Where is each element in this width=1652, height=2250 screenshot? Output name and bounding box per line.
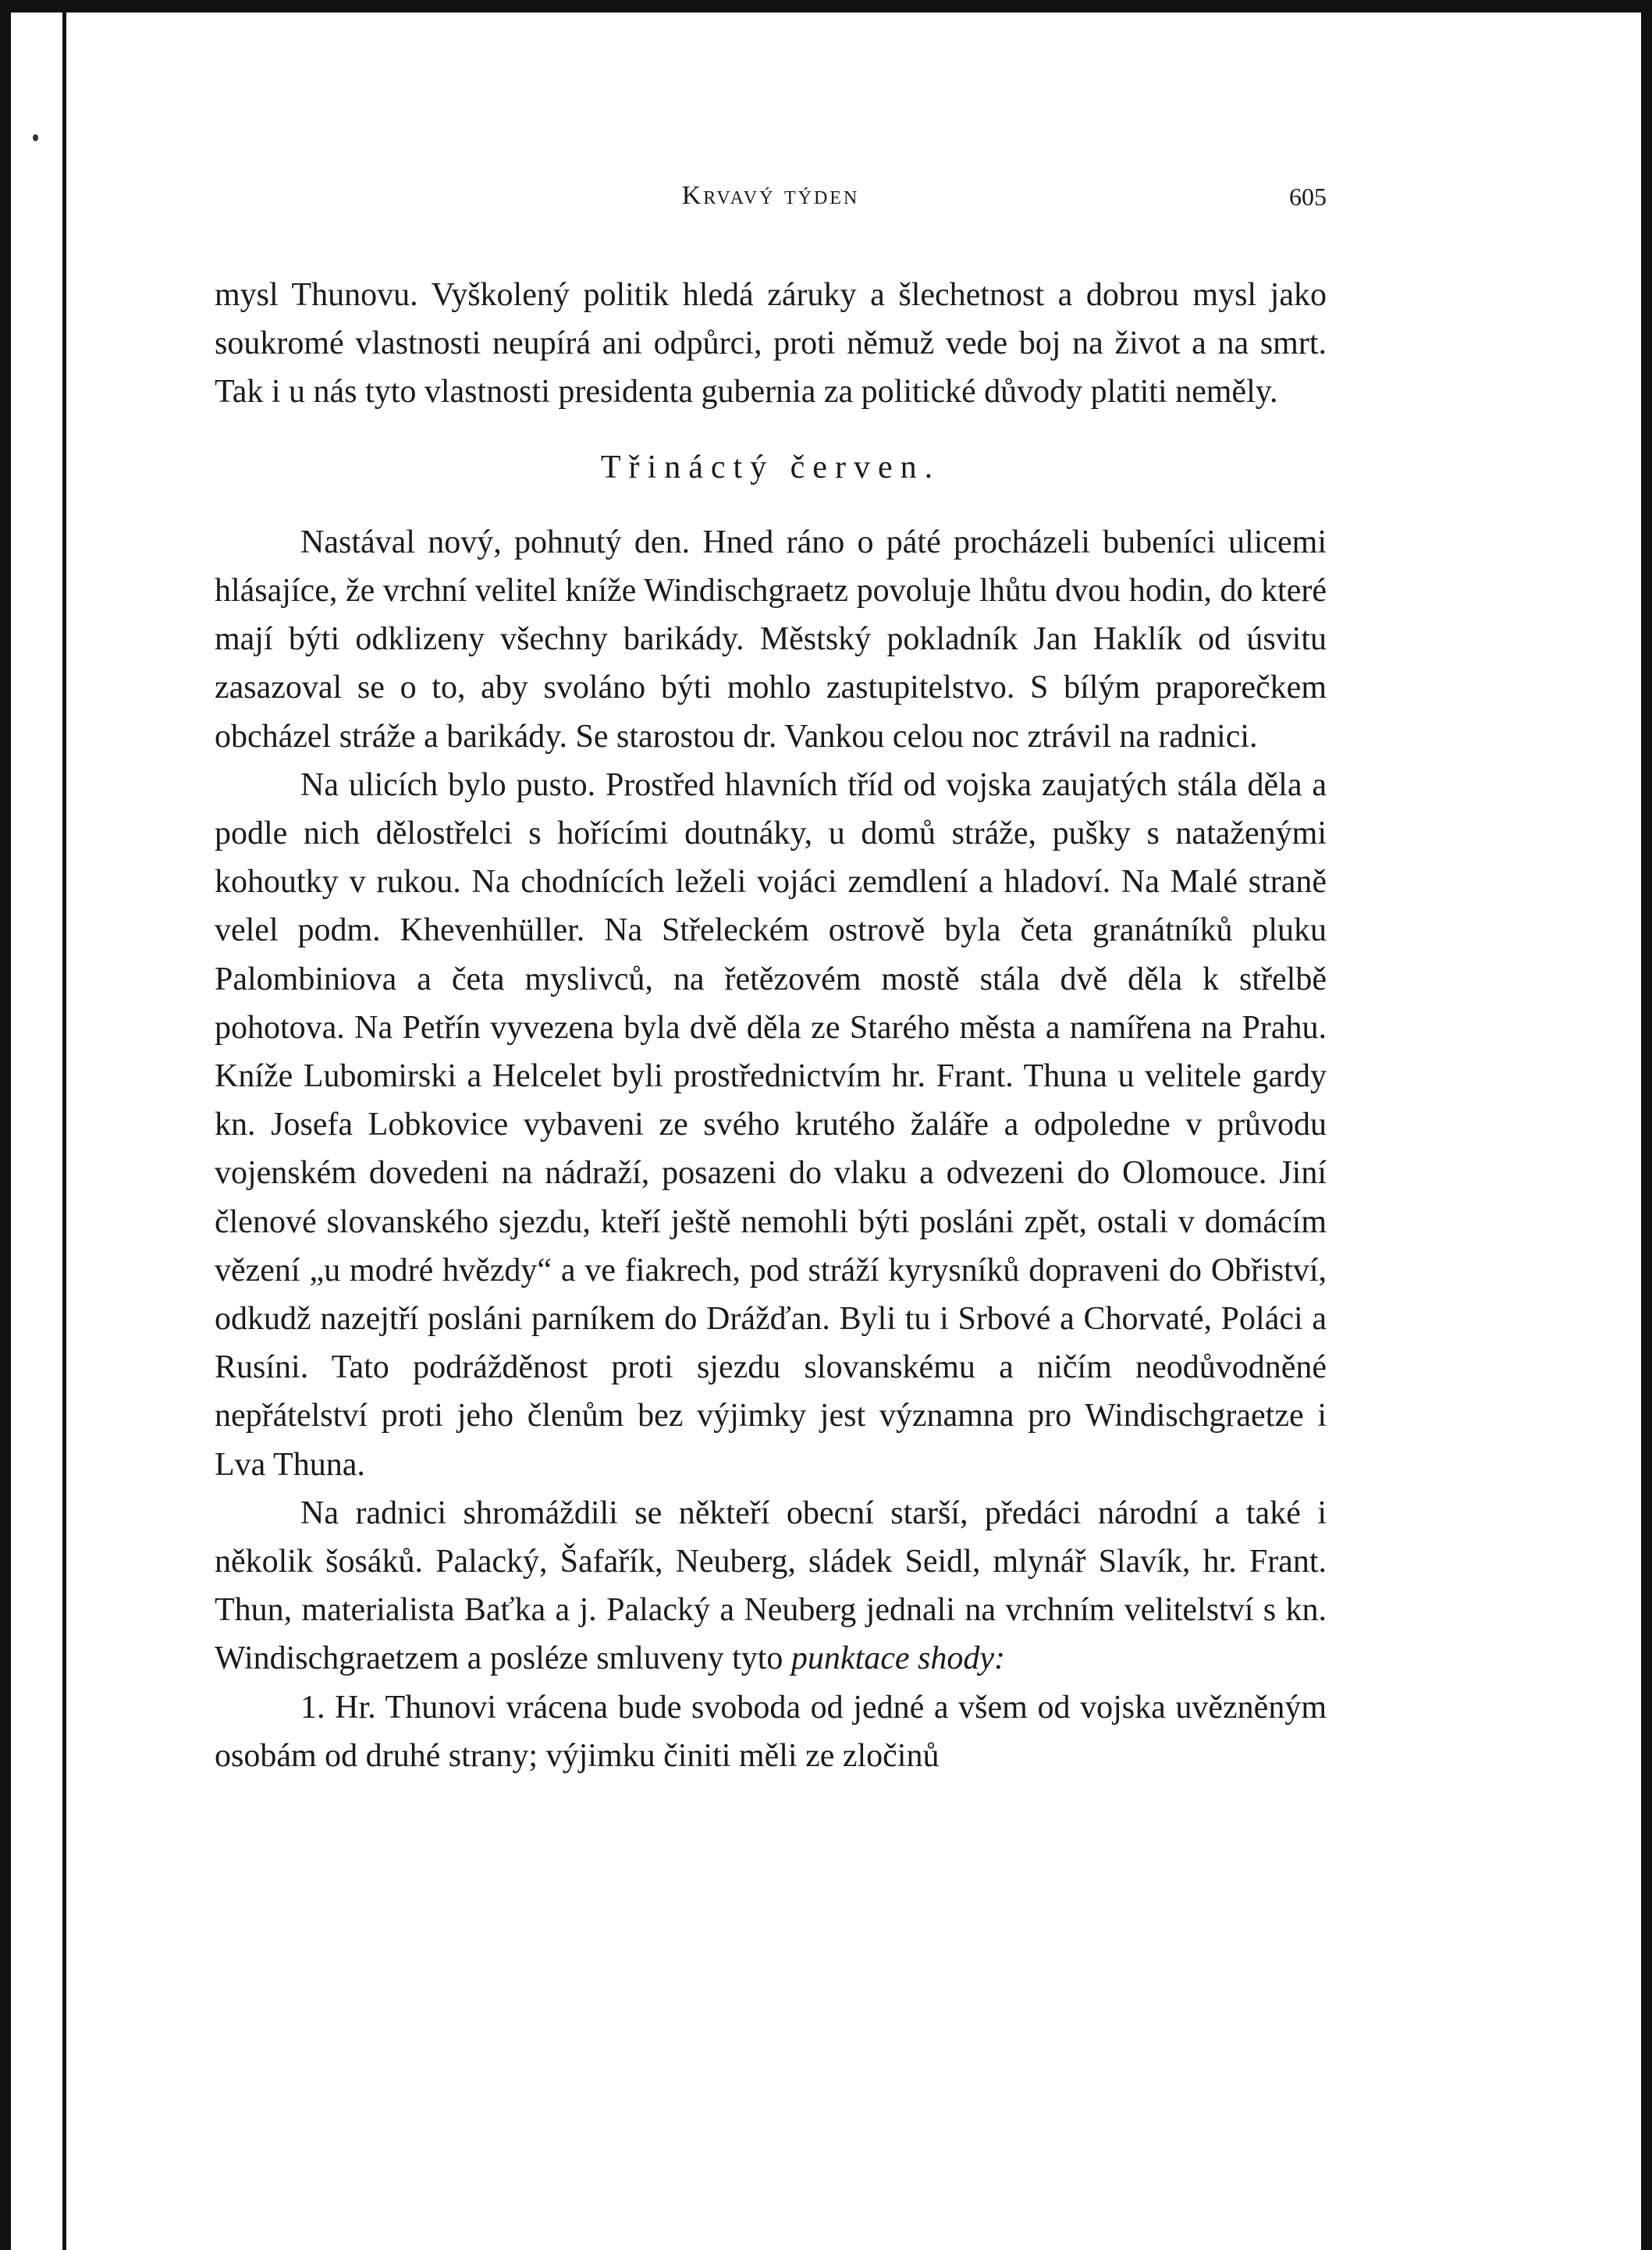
emphasized-text: punktace shody: [790, 1640, 1005, 1677]
body-text [215, 271, 1327, 1780]
paragraph-text: Na radnici shromáždili se někteří obecní starší, předáci národní a také i několik šosáků. Palacký, Šafařík, Neuberg, sládek Seidl, mlynář Slavík, hr. Frant. Thun, materialista Baťka a j. Palacký a Neuberg jednali na vrchním velitelství s kn. Windischgraetzem a posléze smluveny tyto [215, 1495, 1327, 1677]
page-header [215, 181, 1327, 228]
scan-edge-left [0, 0, 11, 2250]
scan-edge-top [0, 0, 1652, 12]
scan-edge-right [1641, 0, 1652, 2250]
running-title: Krvavý týden [681, 181, 860, 210]
section-heading: Třináctý červen. [600, 449, 941, 485]
paragraph: 1. Hr. Thunovi vrácena bude svoboda od jedné a všem od vojska uvězněným osobám od druhé strany; výjimku činiti měli ze zločinů [215, 1689, 1327, 1774]
page-number: 605 [1289, 183, 1327, 211]
paragraph: Na ulicích bylo pusto. Prostřed hlavních tříd od vojska zaujatých stála děla a podle nich dělostřelci s hořícími doutnáky, u domů stráže, pušky s nataženými kohoutky v rukou. Na chodnících leželi vojáci zemdlení a hladoví. Na Malé straně velel podm. Khevenhüller. Na Střeleckém ostrově byla četa granátníků pluku Palombiniova a četa myslivců, na řetězovém mostě stála dvě děla k střelbě pohotova. Na Petřín vyvezena byla dvě děla ze Starého města a namířena na Prahu. Kníže Lubomirski a Helcelet byli prostřednictvím hr. Frant. Thuna u velitele gardy kn. Josefa Lobkovice vybaveni ze svého krutého žaláře a odpoledne v průvodu vojenském dovedeni na nádraží, posazeni do vlaku a odvezeni do Olomouce. Jiní členové slovanského sjezdu, kteří ještě nemohli býti posláni zpět, ostali v domácím vězení „u modré hvězdy“ a ve fiakrech, pod stráží kyrysníků dopraveni do Obřiství, odkudž nazejtří posláni parníkem do Drážďan. Byli tu i Srbové a Chorvaté, Poláci a Rusíni. Tato podrážděnost proti sjezdu slovanskému a ničím neodůvodněné nepřátelství proti jeho členům bez výjimky jest významna pro Windischgraetze i Lva Thuna. [215, 766, 1327, 1483]
paragraph [215, 1489, 1327, 1683]
scan-speck [33, 134, 38, 141]
paragraph: Nastával nový, pohnutý den. Hned ráno o páté procházeli bubeníci ulicemi hlásajíce, že vrchní velitel kníže Windischgraetz povoluje lhůtu dvou hodin, do které mají býti odklizeny všechny barikády. Městský pokladník Jan Haklík od úsvitu zasazoval se o to, aby svoláno býti mohlo zastupitelstvo. S bílým praporečkem obcházel stráže a barikády. Se starostou dr. Vankou celou noc ztrávil na radnici. [215, 524, 1327, 755]
scan-gutter-line [62, 0, 66, 2250]
paragraph-continuation: mysl Thunovu. Vyškolený politik hledá záruky a šlechetnost a dobrou mysl jako soukromé vlastnosti neupírá ani odpůrci, proti němuž vede boj na život a na smrt. Tak i u nás tyto vlastnosti presidenta gubernia za politické důvody platiti neměly. [215, 277, 1327, 411]
